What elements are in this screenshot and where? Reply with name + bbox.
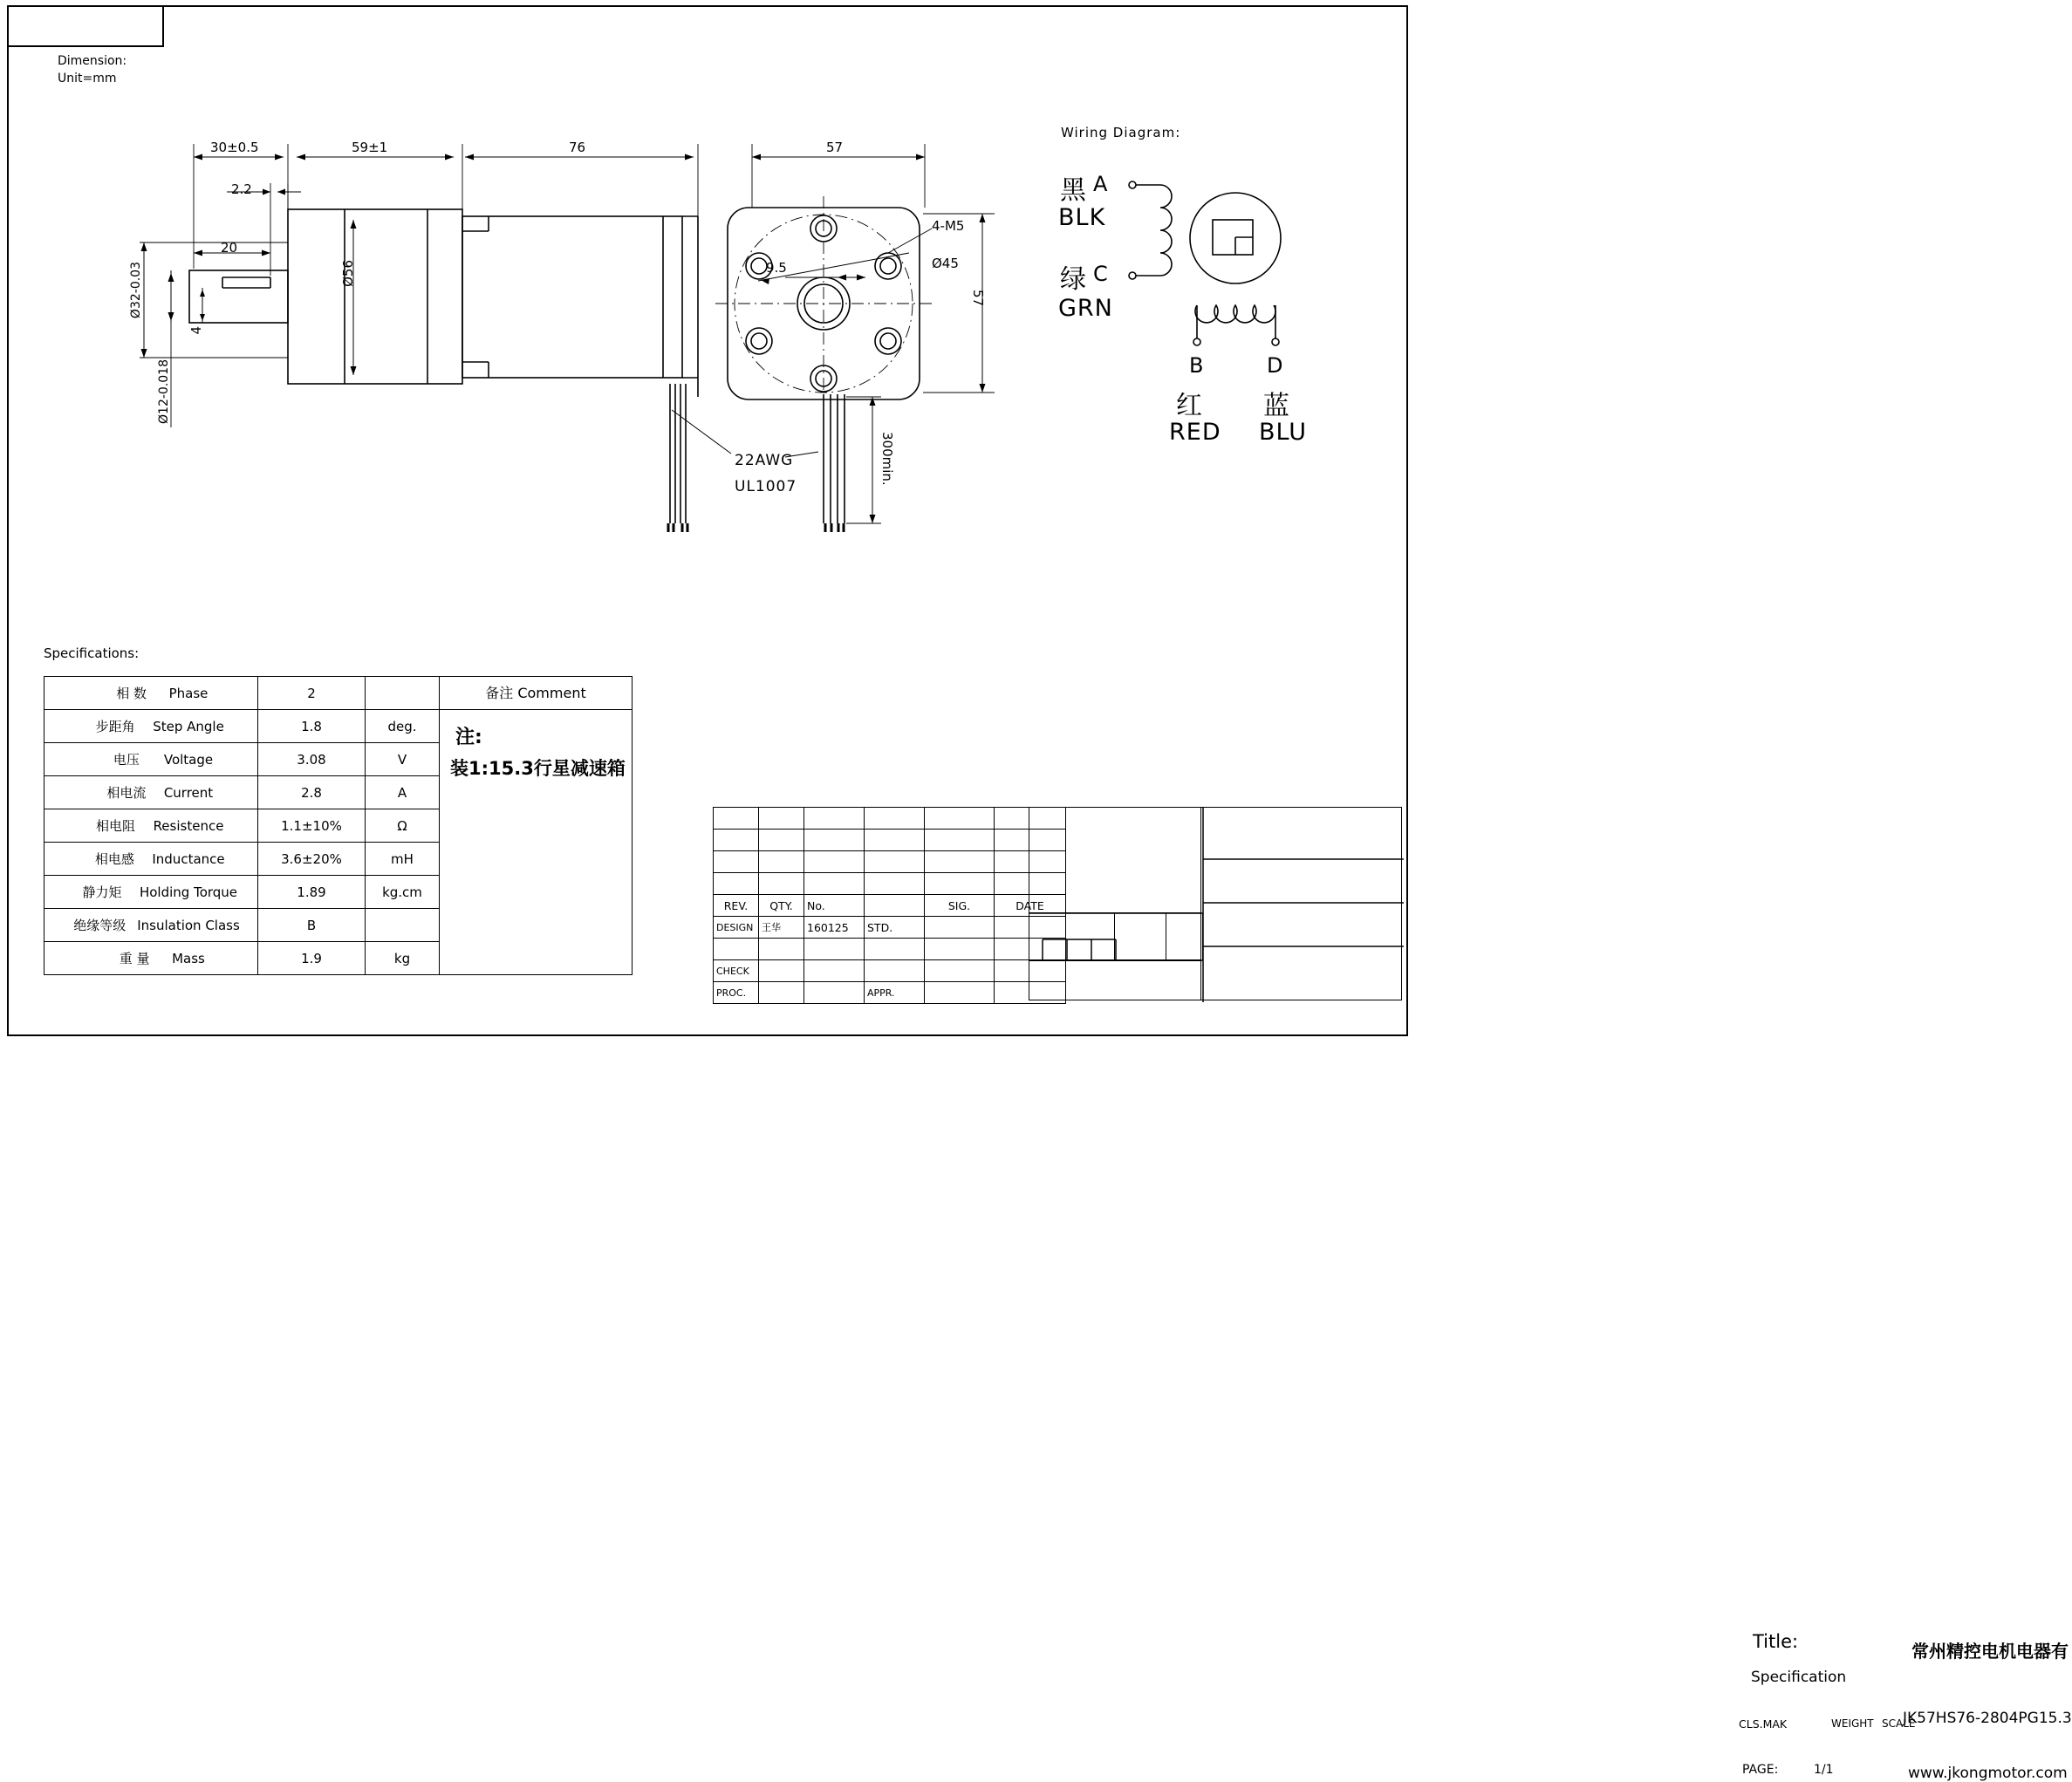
spec-label-en: Step Angle [153, 719, 224, 734]
spec-label-cell [44, 942, 258, 975]
company-name: 常州精控电机电器有 [1911, 1641, 2069, 1662]
blank-cell [714, 939, 759, 960]
spec-label-cn: 重 量 [119, 951, 150, 966]
spec-label-en: Inductance [152, 851, 225, 867]
blank-cell [759, 982, 804, 1004]
spec-unit-cell: Ω [366, 809, 440, 843]
blank-cell [759, 939, 804, 960]
std-cell [865, 808, 925, 830]
dim-shaft-diameter: Ø12-0.018 [157, 359, 171, 424]
qty-cell [759, 873, 804, 895]
table-row [714, 830, 1066, 851]
wire-type-label: UL1007 [735, 478, 797, 495]
page-label: PAGE: [1742, 1763, 1779, 1777]
comment-header: 备注 Comment [440, 677, 632, 710]
revision-table [713, 807, 1066, 1004]
table-row [714, 851, 1066, 873]
spec-label-cn: 相电阻 [96, 818, 136, 834]
rev-cell [714, 851, 759, 873]
sig-cell [925, 851, 995, 873]
blank-cell [925, 982, 995, 1004]
design-std: STD. [865, 917, 925, 939]
wire-d-cn-label: 蓝 [1263, 391, 1289, 421]
table-row [714, 808, 1066, 830]
spec-value-cell: 3.6±20% [258, 843, 366, 876]
spec-label-en: Resistence [153, 818, 224, 834]
rev-cell [714, 830, 759, 851]
table-row [714, 939, 1066, 960]
blank-cell [865, 960, 925, 982]
spec-value-cell: 1.1±10% [258, 809, 366, 843]
blank-cell [804, 982, 865, 1004]
spec-label-en: Mass [172, 951, 205, 966]
blank-cell [759, 960, 804, 982]
spec-label-cn: 相电流 [106, 785, 147, 801]
weight-label: WEIGHT [1831, 1717, 1874, 1730]
spec-label-cn: 相电感 [94, 851, 134, 867]
spec-unit-cell [366, 677, 440, 710]
blank-cell [865, 939, 925, 960]
spec-label-cell [44, 677, 258, 710]
spec-label-en: Phase [168, 686, 209, 701]
wiring-diagram-title: Wiring Diagram: [1061, 125, 1181, 140]
spec-label-en: Voltage [163, 752, 214, 768]
spec-label-en: Insulation Class [137, 918, 240, 933]
dim-motor-length: 76 [569, 140, 586, 155]
spec-label-cell [44, 776, 258, 809]
dim-lead-length: 300min. [879, 432, 895, 486]
no-cell [804, 873, 865, 895]
wire-b-cn-label: 红 [1176, 391, 1202, 421]
design-value: 王华 [759, 917, 804, 939]
dim-flange-diameter: Ø32-0.03 [129, 262, 143, 319]
dim-mounting-holes: 4-M5 [932, 218, 965, 234]
qty-cell [759, 851, 804, 873]
spec-unit-cell: V [366, 743, 440, 776]
wire-a-en-label: BLK [1058, 204, 1106, 231]
no-header: No. [804, 895, 865, 917]
dim-flat-offset: 2.2 [231, 181, 252, 197]
title-label: Title: [1753, 1631, 1799, 1652]
std-cell [865, 830, 925, 851]
wire-c-pin-label: C [1093, 262, 1108, 286]
dim-shaft-length: 20 [221, 240, 238, 256]
dim-flat-depth: 4 [188, 326, 204, 335]
specifications-table [44, 676, 633, 975]
qty-header: QTY. [759, 895, 804, 917]
rev-cell [714, 873, 759, 895]
wire-c-en-label: GRN [1058, 295, 1113, 322]
title-block [713, 807, 2072, 1782]
note-line-1: 注: [455, 727, 482, 748]
spec-label-cell [44, 909, 258, 942]
spec-unit-cell [366, 909, 440, 942]
std-cell [865, 851, 925, 873]
spec-unit-cell: kg [366, 942, 440, 975]
rev-header: REV. [714, 895, 759, 917]
cls-label: CLS.MAK [1739, 1717, 1788, 1731]
wire-c-cn-label: 绿 [1060, 264, 1086, 295]
website-link[interactable]: www.jkongmotor.com [1908, 1765, 2068, 1782]
spec-unit-cell: A [366, 776, 440, 809]
rev-cell [714, 808, 759, 830]
sig-cell [925, 808, 995, 830]
dim-gearbox-length: 30±0.5 [210, 140, 259, 155]
table-row [714, 895, 1066, 917]
wire-gauge-label: 22AWG [735, 452, 794, 469]
qty-cell [759, 830, 804, 851]
qty-cell [759, 808, 804, 830]
check-label: CHECK [714, 960, 759, 982]
spec-label-cn: 静力矩 [82, 884, 122, 900]
wire-b-en-label: RED [1169, 419, 1221, 446]
dim-body-diameter: Ø56 [340, 260, 356, 287]
spec-unit-cell: mH [366, 843, 440, 876]
sig-header: SIG. [925, 895, 995, 917]
unit-label: Unit=mm [58, 72, 117, 85]
spec-label-cell [44, 876, 258, 909]
date-header: DATE [995, 895, 1066, 917]
spec-label-cn: 绝缘等级 [73, 918, 127, 933]
dim-front-height: 57 [970, 290, 986, 307]
dimension-label: Dimension: [58, 54, 127, 68]
dim-bolt-circle: Ø45 [932, 256, 959, 271]
design-label: DESIGN [714, 917, 759, 939]
spec-value-cell: 2.8 [258, 776, 366, 809]
blank-cell [804, 960, 865, 982]
spec-label-en: Current [163, 785, 214, 801]
no-cell [804, 851, 865, 873]
table-row [714, 960, 1066, 982]
spec-value-cell: 1.8 [258, 710, 366, 743]
wire-d-pin-label: D [1267, 353, 1283, 378]
design-no: 160125 [804, 917, 865, 939]
spec-label-cell [44, 710, 258, 743]
spec-label-cell [44, 743, 258, 776]
blank-cell [865, 895, 925, 917]
blank-cell [925, 939, 995, 960]
table-row [44, 677, 633, 710]
spec-label-cell [44, 809, 258, 843]
no-cell [804, 830, 865, 851]
page-value: 1/1 [1814, 1763, 1834, 1777]
blank-cell [925, 917, 995, 939]
spec-label-cn: 相 数 [116, 686, 147, 701]
spec-unit-cell: deg. [366, 710, 440, 743]
note-line-2: 装1:15.3行星减速箱 [450, 758, 626, 779]
spec-value-cell: 3.08 [258, 743, 366, 776]
scale-label: SCALE [1882, 1717, 1916, 1730]
wire-d-en-label: BLU [1259, 419, 1307, 446]
table-row [714, 982, 1066, 1004]
wire-b-pin-label: B [1189, 353, 1204, 378]
dim-body-length: 59±1 [352, 140, 388, 155]
spec-value-cell: 1.9 [258, 942, 366, 975]
no-cell [804, 808, 865, 830]
spec-value-cell: B [258, 909, 366, 942]
spec-label-en: Holding Torque [139, 884, 238, 900]
wire-a-pin-label: A [1093, 172, 1108, 196]
specifications-title: Specifications: [44, 645, 140, 661]
spec-unit-cell: kg.cm [366, 876, 440, 909]
part-number: JK57HS76-2804PG15.3 [1903, 1710, 2072, 1727]
table-row [714, 917, 1066, 939]
spec-comment-cell [440, 677, 633, 975]
appr-label: APPR. [865, 982, 925, 1004]
proc-label: PROC. [714, 982, 759, 1004]
blank-cell [804, 939, 865, 960]
sig-cell [925, 873, 995, 895]
dim-pilot: 9.5 [766, 260, 787, 276]
blank-cell [925, 960, 995, 982]
spec-label-cell [44, 843, 258, 876]
dim-front-width: 57 [826, 140, 844, 155]
spec-label-cn: 电压 [113, 752, 140, 768]
std-cell [865, 873, 925, 895]
spec-value-cell: 2 [258, 677, 366, 710]
spec-label-cn: 步距角 [95, 719, 135, 734]
sig-cell [925, 830, 995, 851]
title-value: Specification [1751, 1669, 1847, 1686]
table-row [714, 873, 1066, 895]
spec-value-cell: 1.89 [258, 876, 366, 909]
title-block-divider-lines [1029, 807, 1404, 1002]
wire-a-cn-label: 黑 [1060, 175, 1086, 206]
